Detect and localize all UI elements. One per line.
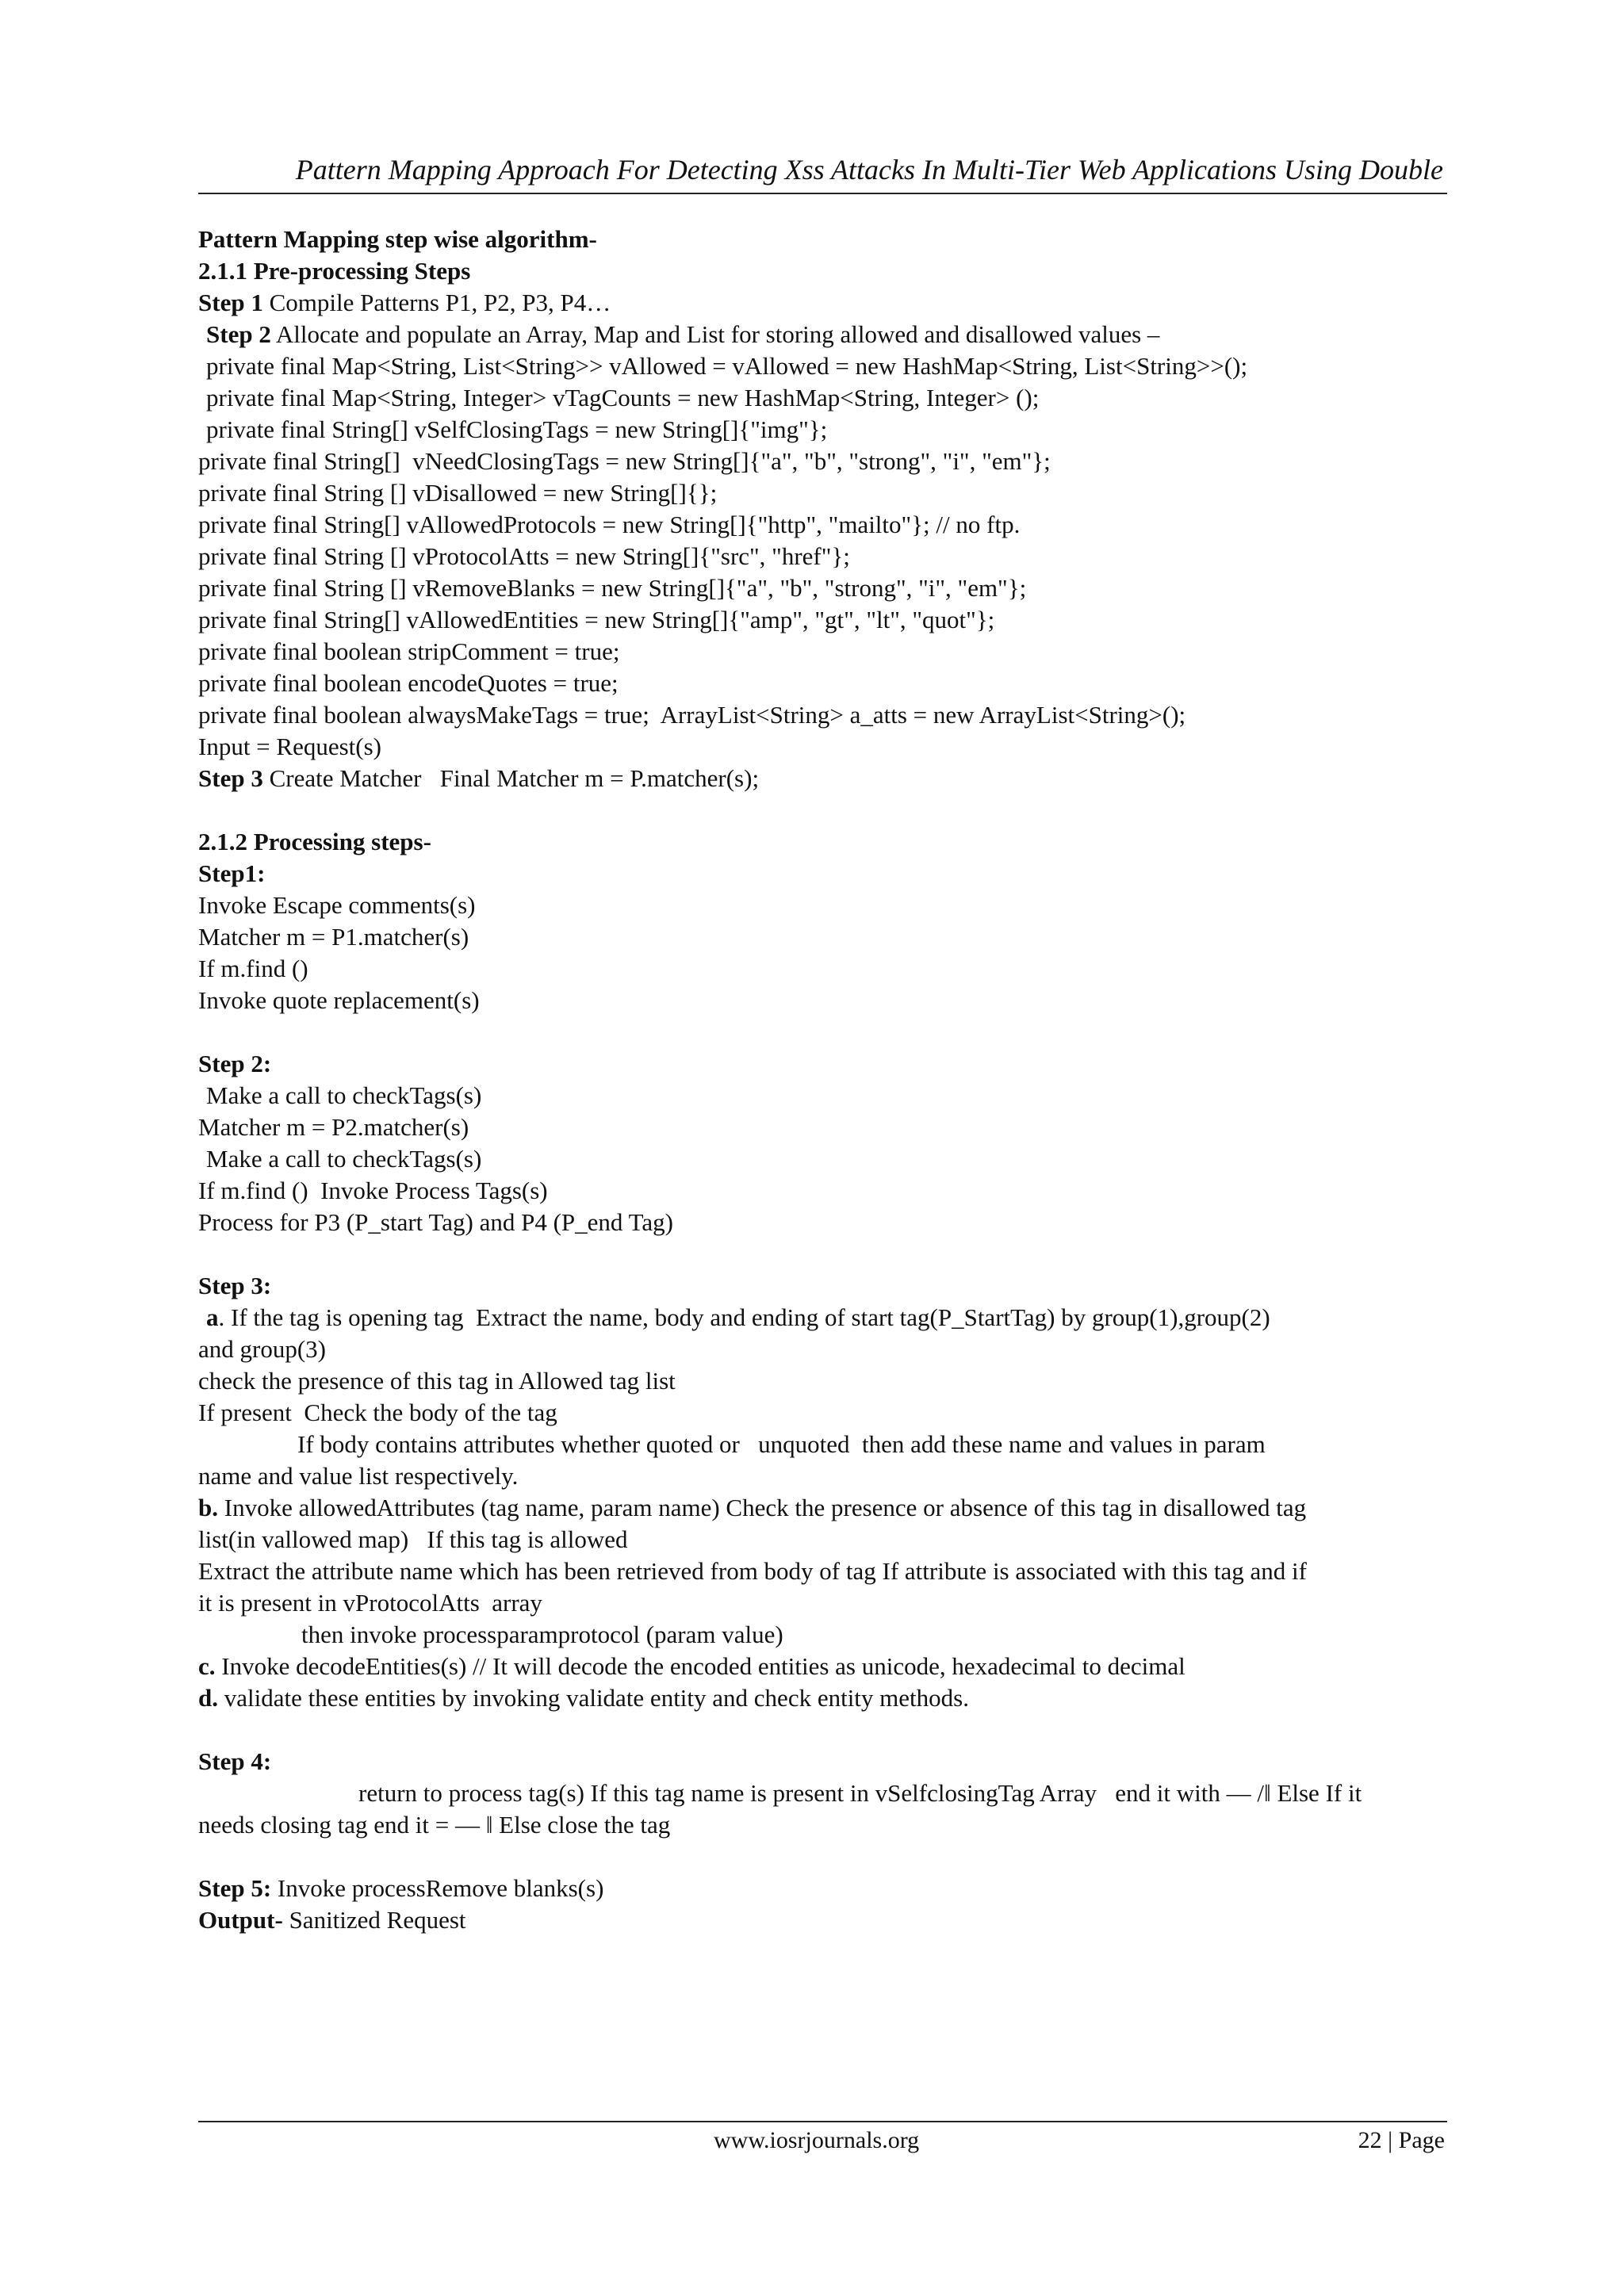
- processing-step-3-label: Step 3:: [198, 1272, 272, 1299]
- processing-line: name and value list respectively.: [198, 1462, 519, 1490]
- substep-label: a: [206, 1303, 219, 1331]
- processing-line: needs closing tag end it = ― ‖ Else close the tag: [198, 1811, 671, 1839]
- processing-step-4-label: Step 4:: [198, 1747, 272, 1775]
- step-3d: [198, 1682, 1450, 1714]
- processing-line: If present Check the body of the tag: [198, 1399, 557, 1426]
- spacer: [198, 1841, 1450, 1873]
- step-3a: [198, 1302, 1450, 1334]
- spacer: [198, 1714, 1450, 1746]
- processing-line: Make a call to checkTags(s): [206, 1081, 482, 1109]
- processing-line: Extract the attribute name which has been retrieved from body of tag If attribute is associated with this tag and if: [198, 1557, 1307, 1585]
- step-3b: [198, 1492, 1450, 1524]
- substep-label: c.: [198, 1652, 216, 1680]
- output-label: Output-: [198, 1906, 283, 1934]
- output-text: Sanitized Request: [282, 1906, 466, 1934]
- footer-page-number: 22 | Page: [1358, 2127, 1445, 2153]
- step-text: Invoke processRemove blanks(s): [271, 1874, 604, 1902]
- processing-line: If m.find () Invoke Process Tags(s): [198, 1177, 548, 1204]
- code-line: private final String[] vNeedClosingTags = new String[]{"a", "b", "strong", "i", "em"};: [198, 447, 1051, 475]
- algorithm-output: [198, 1904, 1450, 1936]
- step-3c: [198, 1651, 1450, 1682]
- step-label: Step 5:: [198, 1874, 272, 1902]
- running-header-title: Pattern Mapping Approach For Detecting Xss Attacks In Multi-Tier Web Applications Using Double: [295, 154, 1443, 186]
- substep-label: b.: [198, 1494, 218, 1521]
- preprocess-step-3: [198, 763, 1450, 794]
- step-label: Step 2: [206, 320, 271, 348]
- step-text: Allocate and populate an Array, Map and List for storing allowed and disallowed values –: [270, 320, 1160, 348]
- page-body: [198, 224, 1450, 1936]
- code-line: Input = Request(s): [198, 733, 382, 760]
- code-line: private final boolean encodeQuotes = true;: [198, 669, 619, 697]
- processing-line: If body contains attributes whether quoted or unquoted then add these name and values in param: [297, 1430, 1266, 1458]
- code-line: private final String[] vAllowedProtocols = new String[]{"http", "mailto"}; // no ftp.: [198, 511, 1021, 538]
- spacer: [198, 1238, 1450, 1270]
- code-line: private final boolean alwaysMakeTags = true; ArrayList<String> a_atts = new ArrayList<String>();: [198, 701, 1186, 729]
- substep-text: validate these entities by invoking validate entity and check entity methods.: [218, 1684, 969, 1712]
- processing-line: Matcher m = P1.matcher(s): [198, 923, 469, 951]
- processing-step-5: [198, 1873, 1450, 1904]
- algorithm-title: Pattern Mapping step wise algorithm-: [198, 225, 597, 253]
- spacer: [198, 794, 1450, 826]
- processing-line: Make a call to checkTags(s): [206, 1145, 482, 1173]
- code-line: private final String [] vDisallowed = new String[]{};: [198, 479, 718, 507]
- processing-line: return to process tag(s) If this tag name is present in vSelfclosingTag Array end it with ― /‖ Else If it: [358, 1779, 1362, 1807]
- processing-line: check the presence of this tag in Allowed tag list: [198, 1367, 676, 1395]
- processing-line: and group(3): [198, 1335, 326, 1363]
- step-text: Compile Patterns P1, P2, P3, P4…: [262, 289, 611, 316]
- footer-divider: [198, 2121, 1447, 2122]
- step-label: Step 3: [198, 764, 263, 792]
- code-line: private final Map<String, List<String>> vAllowed = vAllowed = new HashMap<String, List<String>>();: [206, 352, 1248, 380]
- code-line: private final String [] vProtocolAtts = new String[]{"src", "href"};: [198, 542, 850, 570]
- code-line: private final String[] vSelfClosingTags = new String[]{"img"};: [206, 415, 828, 443]
- processing-step-1-label: Step1:: [198, 859, 266, 887]
- processing-line: then invoke processparamprotocol (param value): [301, 1621, 783, 1648]
- processing-line: it is present in vProtocolAtts array: [198, 1589, 542, 1617]
- step-label: Step 1: [198, 289, 263, 316]
- header-divider: [198, 193, 1447, 194]
- processing-line: Process for P3 (P_start Tag) and P4 (P_end Tag): [198, 1208, 673, 1236]
- preprocess-step-1: [198, 287, 1450, 319]
- code-line: private final Map<String, Integer> vTagCounts = new HashMap<String, Integer> ();: [206, 384, 1040, 411]
- substep-text: Invoke decodeEntities(s) // It will decode the encoded entities as unicode, hexadecimal to decimal: [215, 1652, 1185, 1680]
- substep-text: . If the tag is opening tag Extract the name, body and ending of start tag(P_StartTag) by group(1),group(2): [218, 1303, 1270, 1331]
- substep-label: d.: [198, 1684, 218, 1712]
- section-heading-2-1-1: 2.1.1 Pre-processing Steps: [198, 257, 471, 285]
- processing-line: Matcher m = P2.matcher(s): [198, 1113, 469, 1141]
- processing-line: Invoke quote replacement(s): [198, 986, 480, 1014]
- spacer: [198, 1016, 1450, 1048]
- processing-line: Invoke Escape comments(s): [198, 891, 476, 919]
- section-heading-2-1-2: 2.1.2 Processing steps-: [198, 828, 431, 855]
- footer-journal-url: www.iosrjournals.org: [714, 2127, 920, 2153]
- step-text: Create Matcher Final Matcher m = P.matcher(s);: [262, 764, 760, 792]
- code-line: private final boolean stripComment = true;: [198, 637, 620, 665]
- processing-line: list(in vallowed map) If this tag is allowed: [198, 1525, 628, 1553]
- code-line: private final String [] vRemoveBlanks = new String[]{"a", "b", "strong", "i", "em"};: [198, 574, 1027, 602]
- processing-step-2-label: Step 2:: [198, 1050, 272, 1077]
- substep-text: Invoke allowedAttributes (tag name, param name) Check the presence or absence of this tag in disallowed tag: [218, 1494, 1307, 1521]
- processing-line: If m.find (): [198, 955, 308, 982]
- code-line: private final String[] vAllowedEntities = new String[]{"amp", "gt", "lt", "quot"};: [198, 606, 995, 633]
- preprocess-step-2: [198, 319, 1450, 350]
